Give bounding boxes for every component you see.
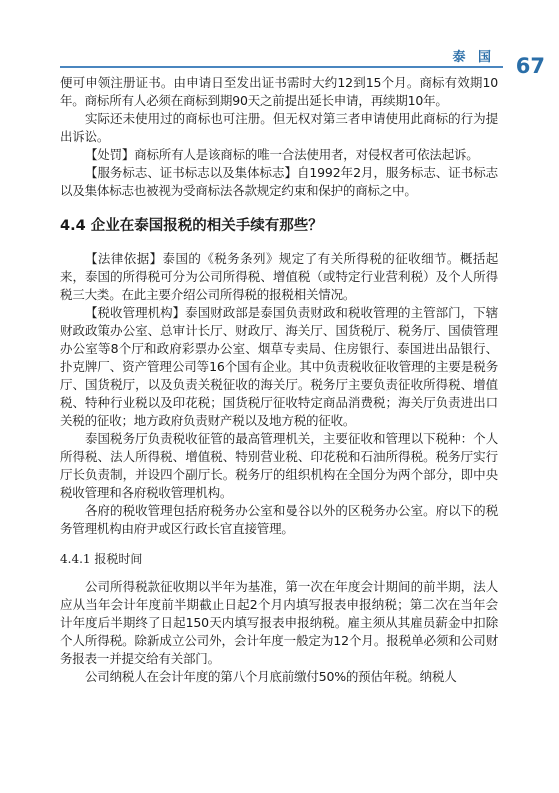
- paragraph: 实际还未使用过的商标也可注册。但无权对第三者申请使用此商标的行为提出诉讼。: [60, 111, 498, 144]
- paragraph: 公司纳税人在会计年度的第八个月底前缴付50%的预估年税。纳税人: [85, 669, 457, 684]
- paragraph: 【服务标志、证书标志以及集体标志】自1992年2月，服务标志、证书标志以及集体标志也被视为受商标法各款规定约束和保护的商标之中。: [60, 165, 498, 198]
- page-number: 67: [515, 54, 545, 78]
- running-header-title: 泰 国: [452, 50, 495, 65]
- page-body: [60, 74, 498, 686]
- paragraph: 【法律依据】泰国的《税务条列》规定了有关所得税的征收细节。概括起来，泰国的所得税可分为公司所得税、增值税（或特定行业营利税）及个人所得税三大类。在此主要介绍公司所得税的报税相关情况。: [60, 251, 498, 302]
- subsection-heading: 4.4.1 报税时间: [60, 552, 143, 566]
- paragraph: 泰国税务厅负责税收征管的最高管理机关，主要征收和管理以下税种：个人所得税、法人所得税、增值税、特别营业税、印花税和石油所得税。税务厅实行厅长负责制，并设四个副厅长。税务厅的组织机构在全国分为两个部分，即中央税收管理和各府税收管理机构。: [60, 431, 498, 500]
- paragraph: 公司所得税款征收期以半年为基准，第一次在年度会计期间的前半期，法人应从当年会计年度前半期截止日起2个月内填写报表申报纳税；第二次在当年会计年度后半期终了日起150天内填写报表申报纳税。雇主须从其雇员薪金中扣除个人所得税。除新成立公司外，会计年度一般定为12个月。报税单必须和公司财务报表一并提交给有关部门。: [60, 579, 498, 666]
- section-heading: 4.4 企业在泰国报税的相关手续有那些？: [60, 218, 323, 234]
- paragraph: 【税收管理机构】泰国财政部是泰国负责财政和税收管理的主管部门，下辖财政政策办公室、总审计长厅、财政厅、海关厅、国货税厅、税务厅、国债管理办公室等8个厅和政府彩票办公室、烟草专卖局、住房银行、泰国进出品银行、扑克牌厂、资产管理公司等16个国有企业。其中负责税收征收管理的主要是税务厅、国货税厅，以及负责关税征收的海关厅。税务厅主要负责征收所得税、增值税、特种行业税以及印花税；国货税厅征收特定商品消费税；海关厅负责进出口关税的征收；地方政府负责财产税以及地方税的征收。: [60, 305, 498, 428]
- paragraph: 各府的税收管理包括府税务办公室和曼谷以外的区税务办公室。府以下的税务管理机构由府尹或区行政长官直接管理。: [60, 503, 498, 536]
- paragraph: 【处罚】商标所有人是该商标的唯一合法使用者，对侵权者可依法起诉。: [85, 147, 479, 162]
- paragraph-continuation: 便可申领注册证书。由申请日至发出证书需时大约12到15个月。商标有效期10年。商标所有人必须在商标到期90天之前提出延长申请，再续期10年。: [60, 75, 498, 108]
- header-rule: [60, 66, 503, 68]
